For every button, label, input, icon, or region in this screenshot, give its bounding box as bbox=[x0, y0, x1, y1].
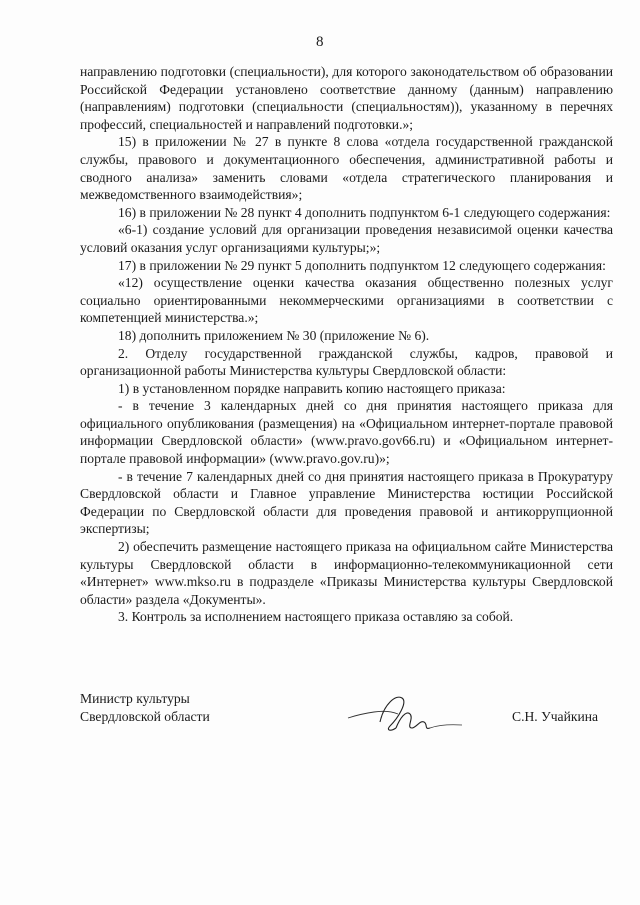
document-body bbox=[80, 63, 613, 626]
paragraph-subitem-2: 2) обеспечить размещение настоящего приказа на официальном сайте Министерства культуры Свердловской области в информационно-телекоммуникационной сети «Интернет» www.mkso.ru в подразделе «Приказы Министерства культуры Свердловской области» раздела «Документы». bbox=[80, 539, 613, 607]
paragraph-item-18: 18) дополнить приложением № 30 (приложение № 6). bbox=[118, 327, 430, 343]
paragraph-item-16: 16) в приложении № 28 пункт 4 дополнить подпунктом 6-1 следующего содержания: bbox=[118, 204, 611, 220]
signer-position-line1: Министр культуры bbox=[80, 691, 190, 706]
paragraph-bullet-7-days: - в течение 7 календарных дней со дня принятия настоящего приказа в Прокуратуру Свердловской области и Главное управление Министерства юстиции Российской Федерации по Свердловской области для проведения правовой и антикоррупционной экспертизы; bbox=[80, 468, 613, 537]
paragraph-subitem-1: 1) в установленном порядке направить копию настоящего приказа: bbox=[118, 380, 506, 396]
signer-position bbox=[80, 690, 210, 726]
paragraph-bullet-3-days: - в течение 3 календарных дней со дня принятия настоящего приказа для официального опубликования (размещения) на «Официальном интернет-портале правовой информации Свердловской области» (www.pravo.gov66.ru) и «Официальном интернет-портале правовой информации» (www.pravo.gov.ru)»; bbox=[80, 398, 613, 467]
paragraph-quote-6-1: «6-1) создание условий для организации проведения независимой оценки качества условий оказания услуг организациями культуры;»; bbox=[80, 222, 613, 255]
paragraph-section-2: 2. Отделу государственной гражданской службы, кадров, правовой и организационной работы Министерства культуры Свердловской области: bbox=[80, 345, 613, 379]
signer-name: С.Н. Учайкина bbox=[512, 709, 599, 724]
paragraph-continuation: направлению подготовки (специальности), для которого законодательством об образовании Российской Федерации установлено соответствие данному (данным) направлению (направлениям) подготовки (специальности (специальностям)), указанному в перечнях профессий, специальностей и направлений подготовки.»; bbox=[80, 64, 613, 132]
page-number: 8 bbox=[316, 34, 324, 50]
paragraph-section-3: 3. Контроль за исполнением настоящего приказа оставляю за собой. bbox=[118, 609, 514, 625]
paragraph-item-17: 17) в приложении № 29 пункт 5 дополнить подпунктом 12 следующего содержания: bbox=[118, 257, 606, 273]
paragraph-quote-12: «12) осуществление оценки качества оказания общественно полезных услуг социально ориентированными некоммерческими организациями в соответствии с компетенцией министерства.»; bbox=[80, 275, 613, 326]
signer-position-line2: Свердловской области bbox=[80, 709, 210, 724]
handwritten-signature bbox=[340, 688, 470, 738]
paragraph-item-15: 15) в приложении № 27 в пункте 8 слова «отдела государственной гражданской службы, правового и документационного обеспечения, административной работы и сводного анализа» заменить словами «отдела стратегического планирования и межведомственного взаимодействия»; bbox=[80, 134, 613, 203]
